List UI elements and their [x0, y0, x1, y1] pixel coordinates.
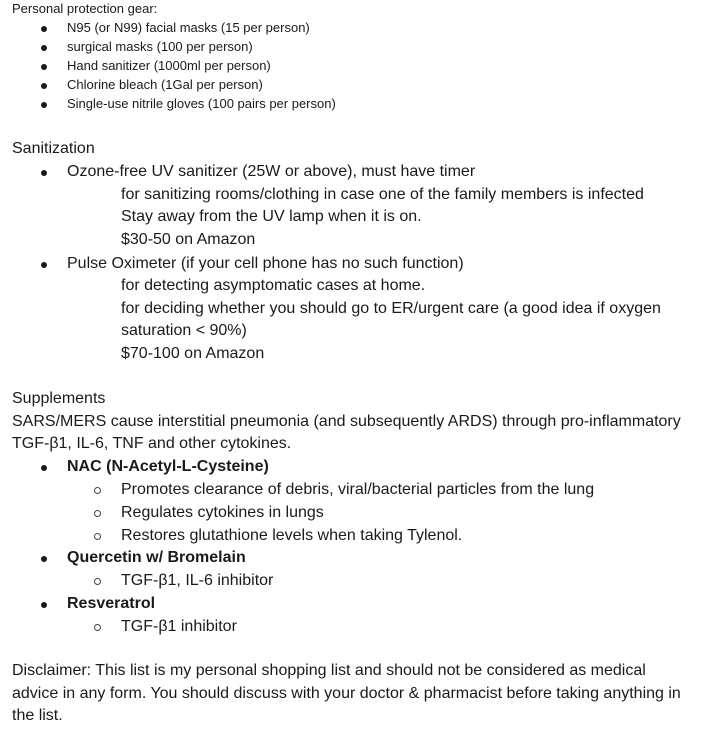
sanitization-note: for sanitizing rooms/clothing in case one of the family members is infected	[121, 186, 644, 203]
bullet-icon	[41, 556, 47, 562]
hollow-bullet-icon	[94, 487, 101, 494]
sanitization-note: $70-100 on Amazon	[121, 345, 265, 362]
supplement-name: Quercetin w/ Bromelain	[67, 549, 246, 566]
bullet-icon	[41, 465, 47, 471]
bullet-icon	[41, 45, 47, 51]
sanitization-note: saturation < 90%)	[121, 322, 247, 339]
sanitization-note: Stay away from the UV lamp when it is on.	[121, 208, 422, 225]
hollow-bullet-icon	[94, 624, 101, 631]
supplements-heading: Supplements	[12, 390, 106, 407]
bullet-icon	[41, 102, 47, 108]
supplement-point: Promotes clearance of debris, viral/bacterial particles from the lung	[121, 481, 595, 498]
sanitization-note: for detecting asymptomatic cases at home.	[121, 277, 426, 294]
ppe-item: Hand sanitizer (1000ml per person)	[67, 58, 271, 73]
supplement-name: Resveratrol	[67, 595, 156, 612]
sanitization-item-title: Pulse Oximeter (if your cell phone has no such function)	[67, 255, 464, 272]
bullet-icon	[41, 602, 47, 608]
bullet-icon	[41, 262, 47, 268]
bullet-icon	[41, 83, 47, 89]
supplement-point: TGF-β1, IL-6 inhibitor	[121, 572, 274, 589]
sanitization-note: $30-50 on Amazon	[121, 231, 256, 248]
ppe-item: surgical masks (100 per person)	[67, 39, 253, 54]
supplement-point: Restores glutathione levels when taking Tylenol.	[121, 527, 463, 544]
sanitization-note: for deciding whether you should go to ER/urgent care (a good idea if oxygen	[121, 300, 661, 317]
supplements-intro: TGF-β1, IL-6, TNF and other cytokines.	[12, 435, 292, 452]
bullet-icon	[41, 170, 47, 176]
bullet-icon	[41, 26, 47, 32]
hollow-bullet-icon	[94, 510, 101, 517]
supplement-name: NAC (N-Acetyl-L-Cysteine)	[67, 458, 269, 475]
ppe-item: Single-use nitrile gloves (100 pairs per person)	[67, 96, 336, 111]
disclaimer-line: the list.	[12, 707, 63, 724]
disclaimer-line: advice in any form. You should discuss with your doctor & pharmacist before taking anything in	[12, 685, 681, 702]
bullet-icon	[41, 64, 47, 70]
sanitization-heading: Sanitization	[12, 140, 95, 157]
ppe-item: Chlorine bleach (1Gal per person)	[67, 77, 263, 92]
ppe-item: N95 (or N99) facial masks (15 per person)	[67, 20, 310, 35]
supplement-point: TGF-β1 inhibitor	[121, 618, 237, 635]
ppe-heading: Personal protection gear:	[12, 1, 158, 16]
sanitization-item-title: Ozone-free UV sanitizer (25W or above), must have timer	[67, 163, 476, 180]
hollow-bullet-icon	[94, 533, 101, 540]
hollow-bullet-icon	[94, 578, 101, 585]
supplement-point: Regulates cytokines in lungs	[121, 504, 324, 521]
supplements-intro: SARS/MERS cause interstitial pneumonia (and subsequently ARDS) through pro-inflammatory	[12, 413, 681, 430]
disclaimer-line: Disclaimer: This list is my personal shopping list and should not be considered as medical	[12, 662, 646, 679]
